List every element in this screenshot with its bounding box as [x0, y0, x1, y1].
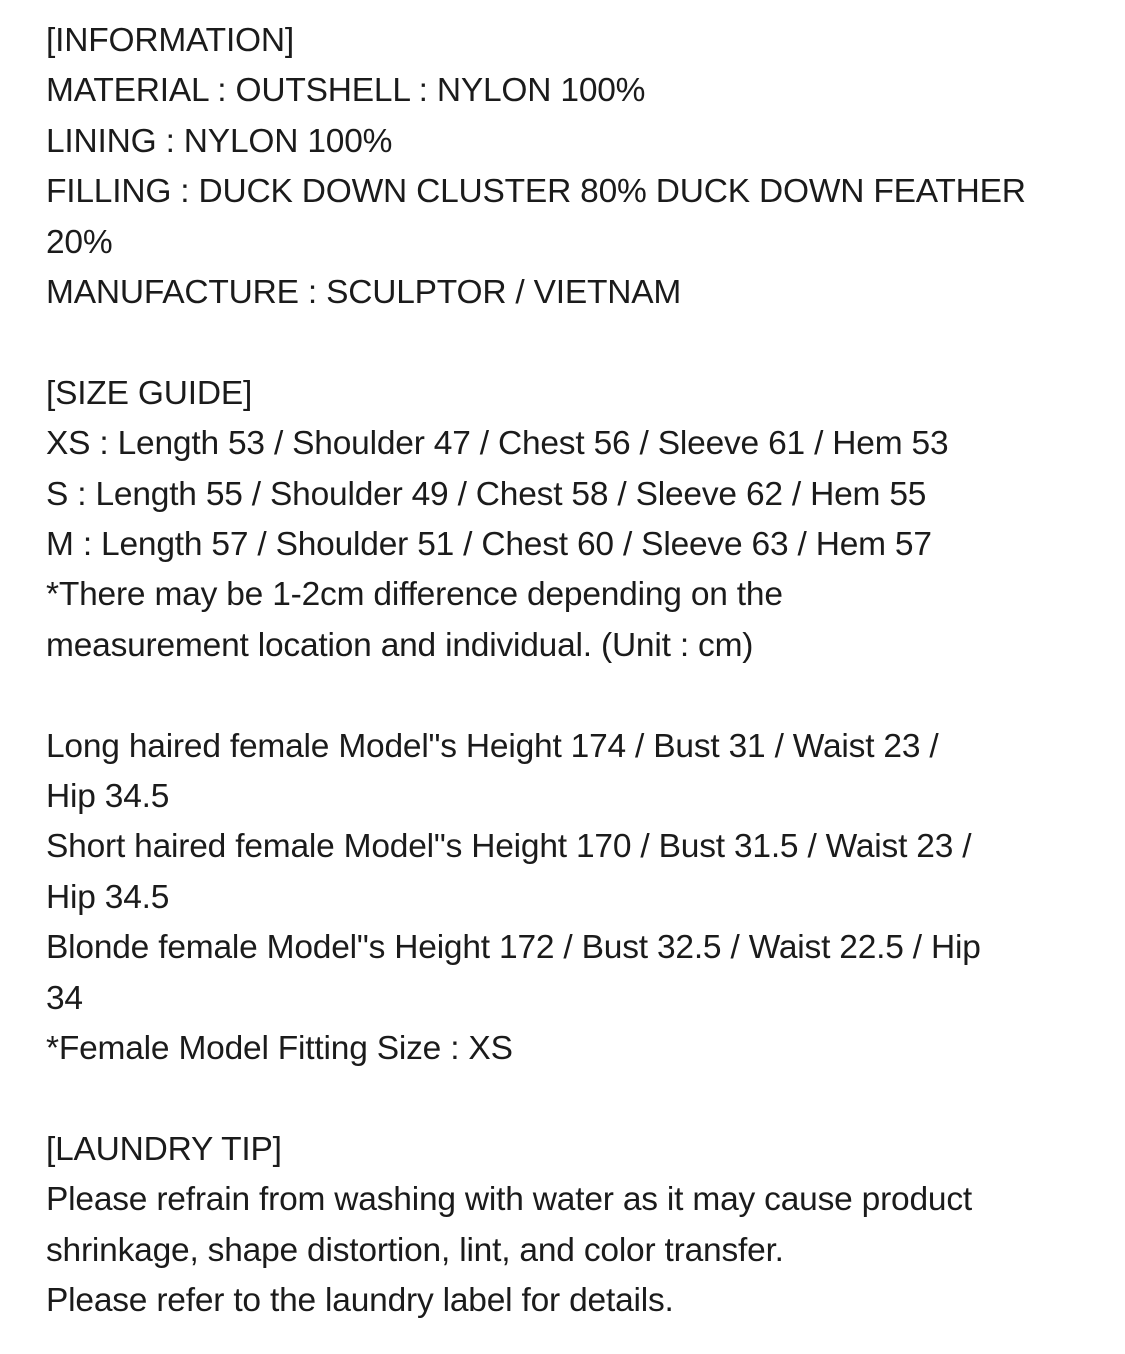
size-s-line: S : Length 55 / Shoulder 49 / Chest 58 / Sleeve 62 / Hem 55: [46, 475, 927, 513]
laundry-line-continued: shrinkage, shape distortion, lint, and color transfer.: [46, 1231, 784, 1269]
filling-line-continued: 20%: [46, 223, 113, 261]
laundry-heading: [LAUNDRY TIP]: [46, 1130, 282, 1168]
lining-line: LINING : NYLON 100%: [46, 122, 393, 160]
models-section: [46, 722, 1106, 1075]
laundry-section: [46, 1125, 1106, 1327]
blonde-model-line-continued: 34: [46, 979, 83, 1017]
manufacture-line: MANUFACTURE : SCULPTOR / VIETNAM: [46, 274, 682, 312]
size-note-line: *There may be 1-2cm difference depending on the: [46, 576, 783, 614]
section-spacer: [46, 671, 1106, 721]
section-spacer: [46, 318, 1106, 368]
blonde-model-line: Blonde female Model"s Height 172 / Bust 32.5 / Waist 22.5 / Hip: [46, 929, 981, 967]
section-spacer: [46, 1075, 1106, 1125]
long-haired-model-line-continued: Hip 34.5: [46, 778, 170, 816]
information-section: [46, 16, 1106, 318]
size-xs-line: XS : Length 53 / Shoulder 47 / Chest 56 / Sleeve 61 / Hem 53: [46, 425, 949, 463]
size-guide-heading: [SIZE GUIDE]: [46, 374, 253, 412]
size-note-line-continued: measurement location and individual. (Unit : cm): [46, 626, 754, 664]
product-details-document: [46, 16, 1106, 1327]
laundry-label-line: Please refer to the laundry label for details.: [46, 1282, 674, 1320]
short-haired-model-line-continued: Hip 34.5: [46, 878, 170, 916]
long-haired-model-line: Long haired female Model"s Height 174 / Bust 31 / Waist 23 /: [46, 727, 939, 765]
size-guide-section: [46, 369, 1106, 671]
short-haired-model-line: Short haired female Model"s Height 170 / Bust 31.5 / Waist 23 /: [46, 828, 972, 866]
laundry-line: Please refrain from washing with water as it may cause product: [46, 1181, 973, 1219]
fitting-size-line: *Female Model Fitting Size : XS: [46, 1030, 513, 1068]
material-line: MATERIAL : OUTSHELL : NYLON 100%: [46, 72, 646, 110]
size-m-line: M : Length 57 / Shoulder 51 / Chest 60 / Sleeve 63 / Hem 57: [46, 526, 932, 564]
information-heading: [INFORMATION]: [46, 22, 295, 59]
filling-line: FILLING : DUCK DOWN CLUSTER 80% DUCK DOWN FEATHER: [46, 173, 1026, 211]
